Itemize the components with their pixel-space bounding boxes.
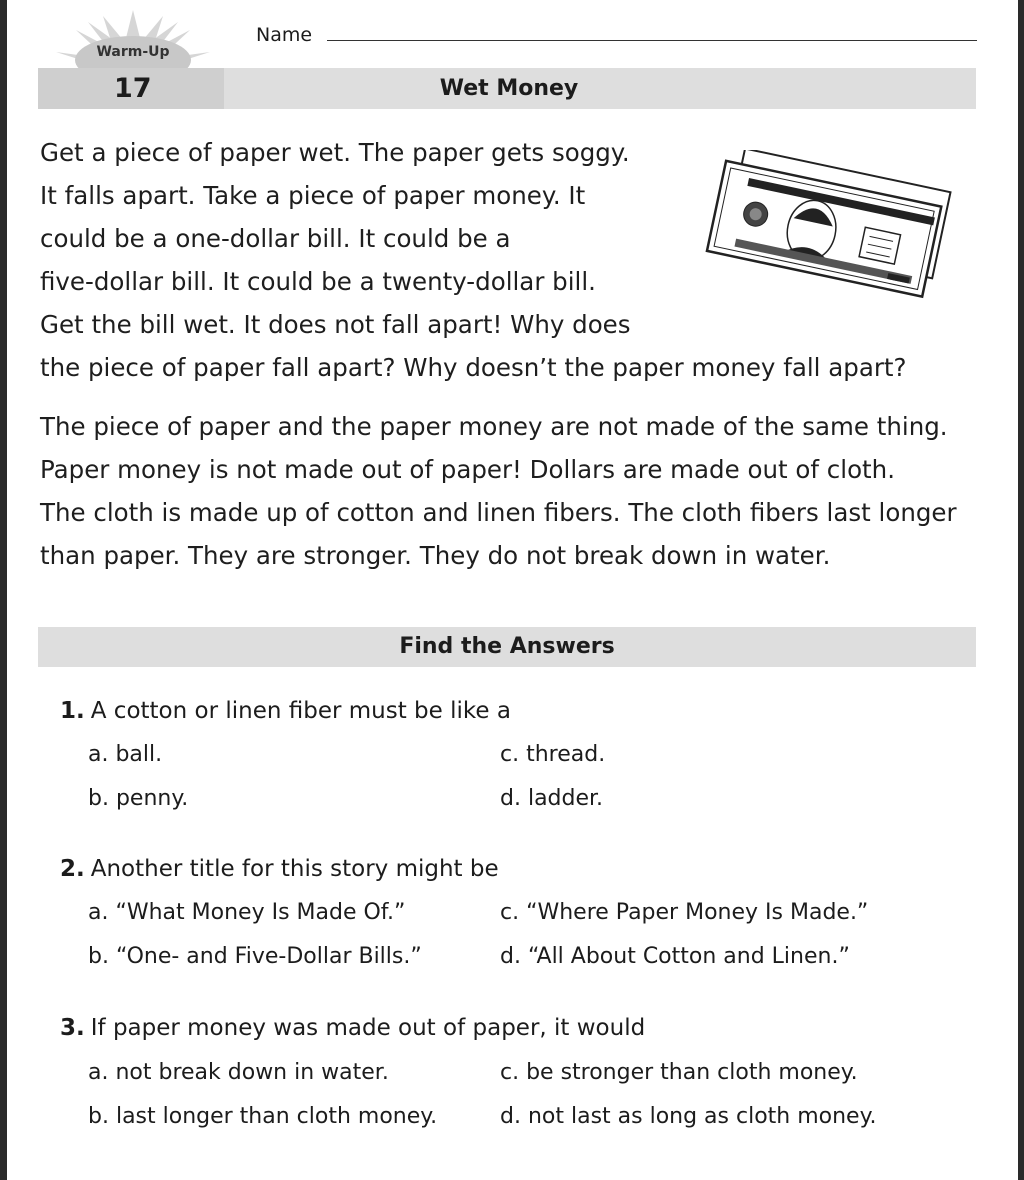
- story-line: than paper. They are stronger. They do not break down in water.: [40, 541, 831, 570]
- question-number: 1.: [60, 698, 85, 724]
- story-line: The cloth is made up of cotton and linen fibers. The cloth fibers last longer: [40, 498, 957, 527]
- answer-option[interactable]: c. “Where Paper Money Is Made.”: [500, 900, 869, 925]
- answer-option[interactable]: a. “What Money Is Made Of.”: [88, 900, 406, 925]
- question-text: Another title for this story might be: [90, 856, 499, 882]
- question-number: 3.: [60, 1015, 85, 1041]
- story-line: the piece of paper fall apart? Why doesn’t the paper money fall apart?: [40, 353, 907, 382]
- answer-option[interactable]: d. “All About Cotton and Linen.”: [500, 944, 850, 969]
- name-field[interactable]: [327, 40, 977, 41]
- answer-option[interactable]: d. ladder.: [500, 786, 604, 811]
- answer-option[interactable]: a. not break down in water.: [88, 1060, 389, 1085]
- question-number: 2.: [60, 856, 85, 882]
- page-edge-right: [1018, 0, 1024, 1180]
- story-line: could be a one-dollar bill. It could be a: [40, 224, 511, 253]
- answer-option[interactable]: c. be stronger than cloth money.: [500, 1060, 858, 1085]
- question-1: [60, 698, 511, 724]
- question-text: If paper money was made out of paper, it would: [90, 1015, 646, 1041]
- answer-option[interactable]: a. ball.: [88, 742, 163, 767]
- story-line: Get a piece of paper wet. The paper gets soggy.: [40, 138, 630, 167]
- question-3: [60, 1015, 645, 1041]
- worksheet-number: 17: [38, 68, 224, 109]
- question-text: A cotton or linen fiber must be like a: [90, 698, 511, 724]
- story-line: five-dollar bill. It could be a twenty-dollar bill.: [40, 267, 596, 296]
- story-line: It falls apart. Take a piece of paper money. It: [40, 181, 586, 210]
- warm-up-label: Warm-Up: [96, 44, 170, 60]
- answer-option[interactable]: b. “One- and Five-Dollar Bills.”: [88, 944, 422, 969]
- answers-heading: Find the Answers: [38, 627, 976, 667]
- answer-option[interactable]: d. not last as long as cloth money.: [500, 1104, 877, 1129]
- page-edge-left: [0, 0, 7, 1180]
- dollar-bill-icon: [700, 150, 960, 310]
- story-line: Paper money is not made out of paper! Dollars are made out of cloth.: [40, 455, 895, 484]
- story-line: Get the bill wet. It does not fall apart! Why does: [40, 310, 631, 339]
- page-title: Wet Money: [439, 76, 579, 101]
- answer-option[interactable]: b. penny.: [88, 786, 189, 811]
- answer-option[interactable]: c. thread.: [500, 742, 606, 767]
- story-line: The piece of paper and the paper money are not made of the same thing.: [40, 412, 948, 441]
- question-2: [60, 856, 499, 882]
- answer-option[interactable]: b. last longer than cloth money.: [88, 1104, 438, 1129]
- name-label: Name: [256, 24, 313, 46]
